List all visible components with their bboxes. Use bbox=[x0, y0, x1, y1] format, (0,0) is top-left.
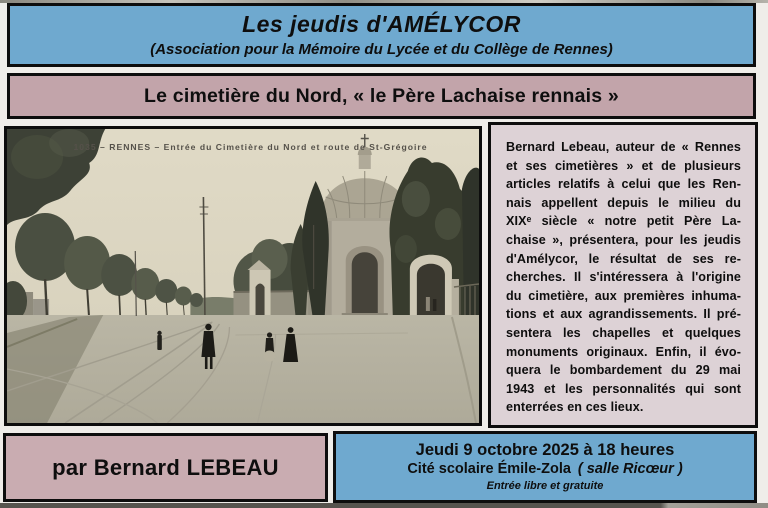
postcard-illustration bbox=[7, 129, 479, 423]
description-line: sentera les chapelles et quelques bbox=[506, 325, 741, 340]
event-datetime: Jeudi 9 octobre 2025 à 18 heures bbox=[415, 440, 675, 459]
description-line: chaise », présentera, pour les jeudis bbox=[506, 232, 741, 247]
event-title: Le cimetière du Nord, « le Père Lachaise rennais » bbox=[144, 84, 619, 107]
description-line: cherches. Il s'intéressera à l'origine bbox=[506, 270, 741, 285]
event-location-name: Cité scolaire Émile-Zola bbox=[407, 461, 571, 478]
page-subtitle: (Association pour la Mémoire du Lycée et du Collège de Rennes) bbox=[150, 41, 613, 59]
description-line: XIXᵉ siècle « notre petit Père La- bbox=[506, 214, 741, 229]
description-text bbox=[506, 138, 741, 417]
postcard-photo bbox=[4, 126, 482, 426]
description-line: tions et aux agrandissements. Il pré- bbox=[506, 307, 741, 322]
event-admission: Entrée libre et gratuite bbox=[486, 480, 604, 493]
scan-edge-bottom bbox=[0, 503, 768, 508]
event-details-box bbox=[333, 431, 757, 503]
event-title-banner bbox=[7, 73, 756, 119]
event-room: ( salle Ricœur ) bbox=[577, 461, 683, 478]
description-line: monuments originaux. Enfin, il évo- bbox=[506, 344, 741, 359]
postcard-caption: 1035 – RENNES – Entrée du Cimetière du Nord et route de St-Grégoire bbox=[73, 142, 428, 152]
description-line: 1943 et les personnalités qui sont bbox=[506, 381, 741, 396]
description-line: Bernard Lebeau, auteur de « Rennes bbox=[506, 140, 741, 154]
description-line: nais appellent depuis le milieu du bbox=[506, 195, 741, 210]
description-line: du cimetière, aux premières inhuma- bbox=[506, 288, 741, 303]
description-line: d'Amélycor, le résultat de ses re- bbox=[506, 251, 741, 266]
presenter-name: par Bernard LEBEAU bbox=[52, 454, 279, 480]
page-title: Les jeudis d'AMÉLYCOR bbox=[242, 10, 521, 37]
description-box bbox=[488, 122, 758, 428]
description-line: et ses cimetières » et de plusieurs bbox=[506, 158, 741, 173]
description-line: quera le bombardement du 29 mai bbox=[506, 363, 741, 378]
description-line: enterrées en ces lieux. bbox=[506, 400, 644, 415]
header-banner bbox=[7, 3, 756, 67]
presenter-box bbox=[3, 433, 328, 502]
event-location bbox=[407, 460, 682, 479]
description-line: articles relatifs à celui que les Ren- bbox=[506, 177, 741, 192]
